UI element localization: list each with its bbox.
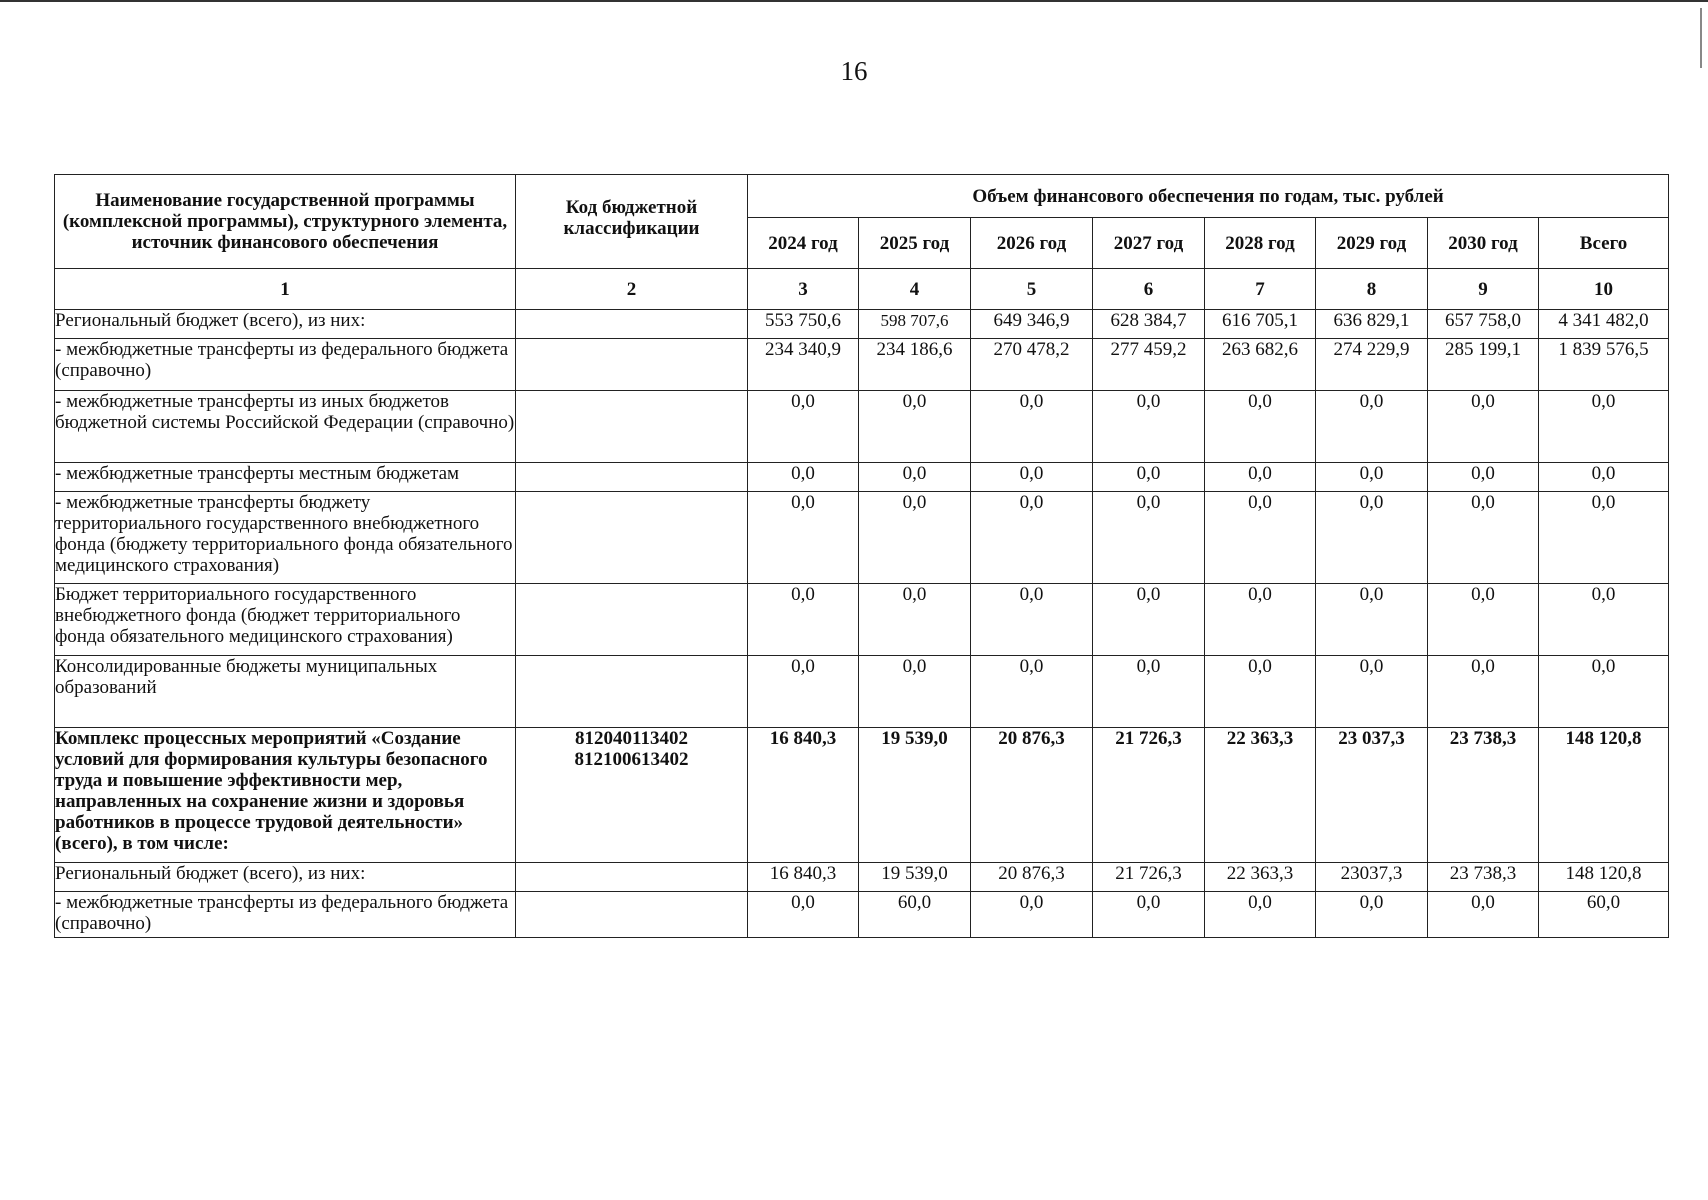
value-cell: 20 876,3 [971,863,1093,892]
value-cell: 0,0 [971,584,1093,656]
value-cell: 0,0 [1428,584,1539,656]
column-number: 2 [516,269,748,310]
column-number: 8 [1316,269,1428,310]
header-year: 2024 год [748,218,859,269]
value-cell: 0,0 [1428,892,1539,938]
total-cell: 0,0 [1539,492,1669,584]
value-cell: 23 738,3 [1428,728,1539,863]
table-row [55,339,1669,391]
value-cell: 234 340,9 [748,339,859,391]
header-year: 2027 год [1093,218,1205,269]
table-row [55,584,1669,656]
value-cell: 0,0 [1205,492,1316,584]
header-year: 2028 год [1205,218,1316,269]
total-cell: 0,0 [1539,463,1669,492]
budget-code: 812100613402 [574,749,689,770]
value-cell: 0,0 [971,892,1093,938]
header-year: 2025 год [859,218,971,269]
total-cell: 0,0 [1539,391,1669,463]
total-cell: 148 120,8 [1539,728,1669,863]
value-cell: 285 199,1 [1428,339,1539,391]
value-cell: 0,0 [971,463,1093,492]
value-cell: 0,0 [748,584,859,656]
value-cell: 22 363,3 [1205,728,1316,863]
total-cell: 60,0 [1539,892,1669,938]
row-name: - межбюджетные трансферты из федерального бюджета (справочно) [55,339,516,391]
value-cell: 0,0 [1316,391,1428,463]
row-code [516,656,748,728]
value-cell: 0,0 [1093,656,1205,728]
row-code [516,310,748,339]
table-row [55,728,1669,863]
column-number: 10 [1539,269,1669,310]
value-cell: 0,0 [1316,463,1428,492]
value-cell: 0,0 [1316,892,1428,938]
value-cell: 16 840,3 [748,863,859,892]
value-cell: 21 726,3 [1093,728,1205,863]
value-cell: 23037,3 [1316,863,1428,892]
value-cell: 0,0 [748,492,859,584]
table-row [55,391,1669,463]
value-cell: 0,0 [859,492,971,584]
row-name: Комплекс процессных мероприятий «Создание условий для формирования культуры безопасного труда и повышение эффективности мер, направленных на сохранение жизни и здоровья работников в процессе трудовой деятельности» (всего), в том числе: [55,728,516,863]
value-cell: 553 750,6 [748,310,859,339]
row-code [516,863,748,892]
value-cell: 0,0 [1205,892,1316,938]
header-total: Всего [1539,218,1669,269]
value-cell: 19 539,0 [859,728,971,863]
row-name: - межбюджетные трансферты из иных бюджетов бюджетной системы Российской Федерации (справочно) [55,391,516,463]
value-cell: 0,0 [1205,656,1316,728]
header-volume: Объем финансового обеспечения по годам, тыс. рублей [748,175,1669,218]
column-number: 3 [748,269,859,310]
value-cell: 0,0 [971,391,1093,463]
row-name: Региональный бюджет (всего), из них: [55,863,516,892]
table-row [55,892,1669,938]
value-cell: 19 539,0 [859,863,971,892]
value-cell: 20 876,3 [971,728,1093,863]
header-name: Наименование государственной программы (комплексной программы), структурного элемента, источник финансового обеспечения [55,175,516,269]
total-cell: 4 341 482,0 [1539,310,1669,339]
value-cell: 0,0 [1205,391,1316,463]
column-number: 5 [971,269,1093,310]
value-cell: 0,0 [1316,584,1428,656]
value-cell: 234 186,6 [859,339,971,391]
row-name: - межбюджетные трансферты бюджету территориального государственного внебюджетного фонда (бюджету территориального фонда обязательного медицинского страхования) [55,492,516,584]
value-cell: 0,0 [748,892,859,938]
value-cell: 636 829,1 [1316,310,1428,339]
table-row [55,463,1669,492]
page-number: 16 [840,56,868,86]
row-code [516,892,748,938]
value-cell: 0,0 [1428,391,1539,463]
table-row [55,863,1669,892]
value-cell: 22 363,3 [1205,863,1316,892]
value-cell: 0,0 [859,584,971,656]
header-year: 2029 год [1316,218,1428,269]
value-cell: 23 037,3 [1316,728,1428,863]
budget-code: 812040113402 [575,728,688,749]
value-cell: 0,0 [1205,584,1316,656]
value-cell: 0,0 [971,492,1093,584]
row-name: Бюджет территориального государственного внебюджетного фонда (бюджет территориального фонда обязательного медицинского страхования) [55,584,516,656]
column-number: 6 [1093,269,1205,310]
value-cell: 270 478,2 [971,339,1093,391]
value-cell: 649 346,9 [971,310,1093,339]
value-cell: 0,0 [748,463,859,492]
value-cell: 628 384,7 [1093,310,1205,339]
row-name: Консолидированные бюджеты муниципальных образований [55,656,516,728]
header-code: Код бюджетной классификации [516,175,748,269]
row-name: Региональный бюджет (всего), из них: [55,310,516,339]
row-name: - межбюджетные трансферты местным бюджетам [55,463,516,492]
value-cell: 23 738,3 [1428,863,1539,892]
value-cell: 0,0 [1316,656,1428,728]
value-cell: 0,0 [1093,391,1205,463]
financing-table [54,174,1669,938]
value-cell: 0,0 [748,656,859,728]
column-number: 1 [55,269,516,310]
total-cell: 0,0 [1539,584,1669,656]
header-year: 2026 год [971,218,1093,269]
value-cell: 263 682,6 [1205,339,1316,391]
value-cell: 598 707,6 [859,310,971,339]
row-code [516,463,748,492]
value-cell: 0,0 [1316,492,1428,584]
value-cell: 0,0 [859,463,971,492]
row-code [516,584,748,656]
header-year: 2030 год [1428,218,1539,269]
value-cell: 0,0 [1093,492,1205,584]
column-number: 4 [859,269,971,310]
value-cell: 277 459,2 [1093,339,1205,391]
value-cell: 0,0 [1093,463,1205,492]
table-row [55,656,1669,728]
row-code [516,391,748,463]
value-cell: 16 840,3 [748,728,859,863]
value-cell: 0,0 [1428,656,1539,728]
row-code [516,492,748,584]
total-cell: 148 120,8 [1539,863,1669,892]
total-cell: 1 839 576,5 [1539,339,1669,391]
value-cell: 616 705,1 [1205,310,1316,339]
total-cell: 0,0 [1539,656,1669,728]
value-cell: 0,0 [1428,463,1539,492]
value-cell: 657 758,0 [1428,310,1539,339]
value-cell: 274 229,9 [1316,339,1428,391]
row-code [516,339,748,391]
value-cell: 0,0 [971,656,1093,728]
column-number: 7 [1205,269,1316,310]
value-cell: 0,0 [859,656,971,728]
top-rule [0,0,1708,2]
table-row [55,310,1669,339]
value-cell: 0,0 [1205,463,1316,492]
scan-edge-mark [1700,8,1702,68]
value-cell: 0,0 [1428,492,1539,584]
value-cell: 0,0 [859,391,971,463]
value-cell: 0,0 [748,391,859,463]
value-cell: 0,0 [1093,892,1205,938]
value-cell: 60,0 [859,892,971,938]
value-cell: 21 726,3 [1093,863,1205,892]
table-row [55,492,1669,584]
value-cell: 0,0 [1093,584,1205,656]
column-number: 9 [1428,269,1539,310]
row-code [516,728,748,863]
row-name: - межбюджетные трансферты из федерального бюджета (справочно) [55,892,516,938]
